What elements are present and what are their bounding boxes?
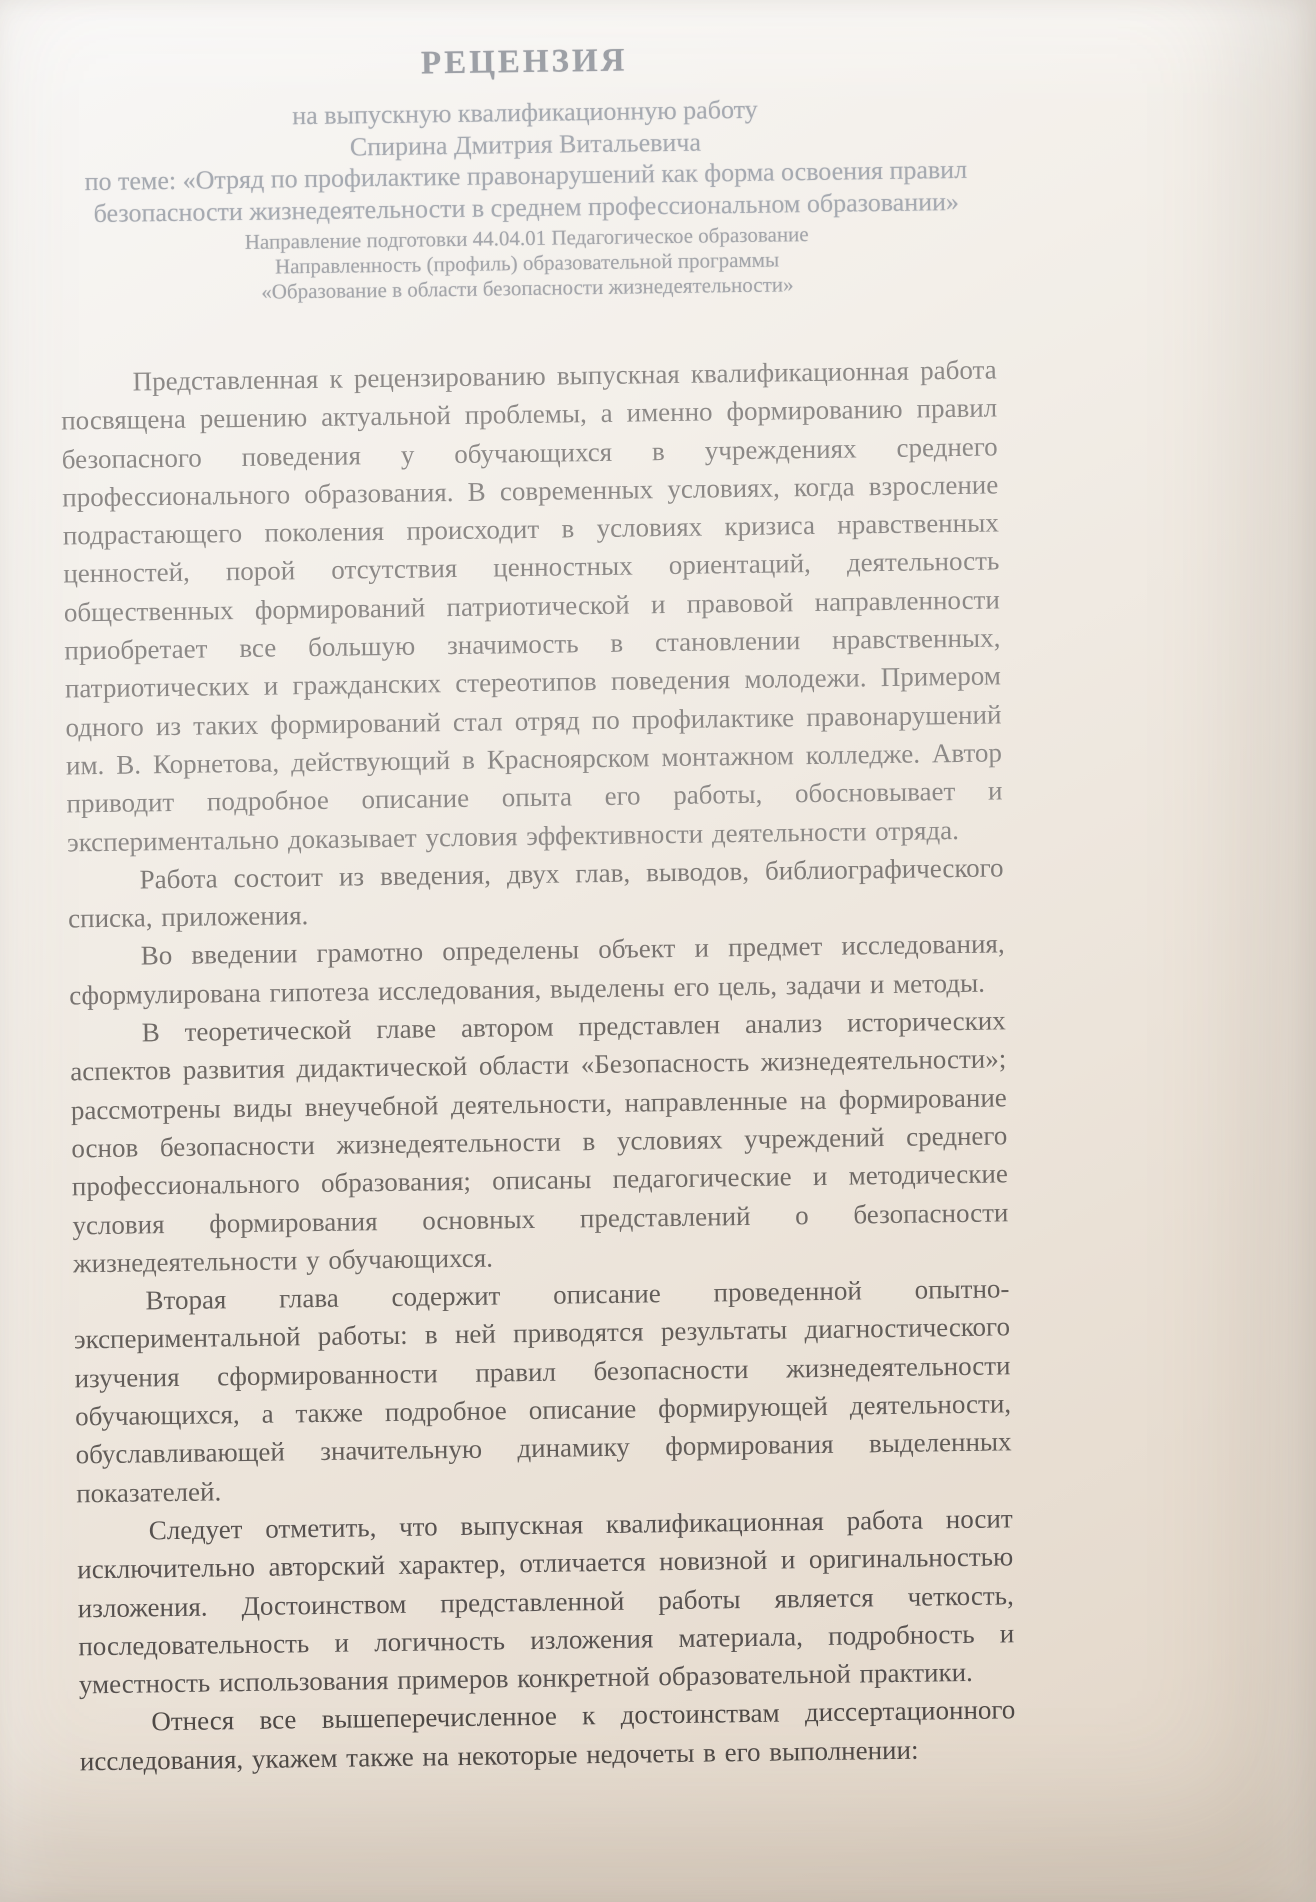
program-info xyxy=(59,219,996,307)
document-header xyxy=(56,37,995,307)
program-line-profile: Направленность (профиль) образовательной программы xyxy=(274,247,780,279)
review-body xyxy=(60,350,1016,1780)
document-subtitle xyxy=(57,90,995,229)
review-document xyxy=(56,37,1016,1780)
body-paragraph: Представленная к рецензированию выпускная квалификационная работа посвящена решению актуальной проблемы, а именно формированию правил безопасного поведения у обучающихся в учреждениях среднего профессионального образования. В современных условиях, когда взросление подрастающего поколения происходит в условиях кризиса нравственных ценностей, порой отсутствия ценностных ориентаций, деятельность общественных формирований патриотической и правовой направленности приобретает все большую значимость в становлении нравственных, патриотических и гражданских стереотипов поведения молодежи. Примером одного из таких формирований стал отряд по профилактике правонарушений им. В. Корнетова, действующий в Красноярском монтажном колледже. Автор приводит подробное описание опыта его работы, обосновывает и экспериментально доказывает условия эффективности деятельности отряда. xyxy=(61,354,1003,858)
subtitle-line-topic: по теме: «Отряд по профилактике правонарушений как форма освоения правил безопасности жизнедеятельности в среднем профессиональном образовании» xyxy=(84,154,968,228)
subtitle-line-author: Спирина Дмитрия Витальевича xyxy=(349,127,702,161)
body-paragraph: Отнеся все вышеперечисленное к достоинствам диссертационного исследования, укажем также на некоторые недочеты в его выполнении: xyxy=(79,1694,1016,1777)
body-paragraph: Во введении грамотно определены объект и предмет исследования, сформулирована гипотеза исследования, выделены его цель, задачи и методы. xyxy=(69,928,1005,1011)
body-paragraph: Следует отметить, что выпускная квалификационная работа носит исключительно авторский характер, отличается новизной и оригинальностью изложения. Достоинством представленной работы является четкость, последовательность и логичность изложения материала, подробность и уместность использования примеров конкретной образовательной практики. xyxy=(77,1503,1015,1700)
program-line-profile-name: «Образование в области безопасности жизнедеятельности» xyxy=(261,272,794,304)
body-paragraph: В теоретической главе автором представлен анализ исторических аспектов развития дидактической области «Безопасность жизнедеятельности»; рассмотрены виды внеучебной деятельности, направленные на формирование основ безопасности жизнедеятельности в условиях учреждений среднего профессионального образования; описаны педагогические и методические условия формирования основных представлений о безопасности жизнедеятельности у обучающихся. xyxy=(70,1005,1009,1279)
subtitle-line-work-type: на выпускную квалификационную работу xyxy=(292,94,758,131)
body-paragraph: Работа состоит из введения, двух глав, выводов, библиографического списка, приложения. xyxy=(67,852,1004,934)
body-paragraph: Вторая глава содержит описание проведенной опытно-экспериментальной работы: в ней приводятся результаты диагностического изучения сформированности правил безопасности жизнедеятельности обучающихся, а также подробное описание формирующей деятельности, обуславливающей значительную динамику формирования выделенных показателей. xyxy=(73,1273,1012,1509)
document-title: РЕЦЕНЗИЯ xyxy=(420,42,628,82)
program-line-direction: Направление подготовки 44.04.01 Педагогическое образование xyxy=(244,222,809,254)
